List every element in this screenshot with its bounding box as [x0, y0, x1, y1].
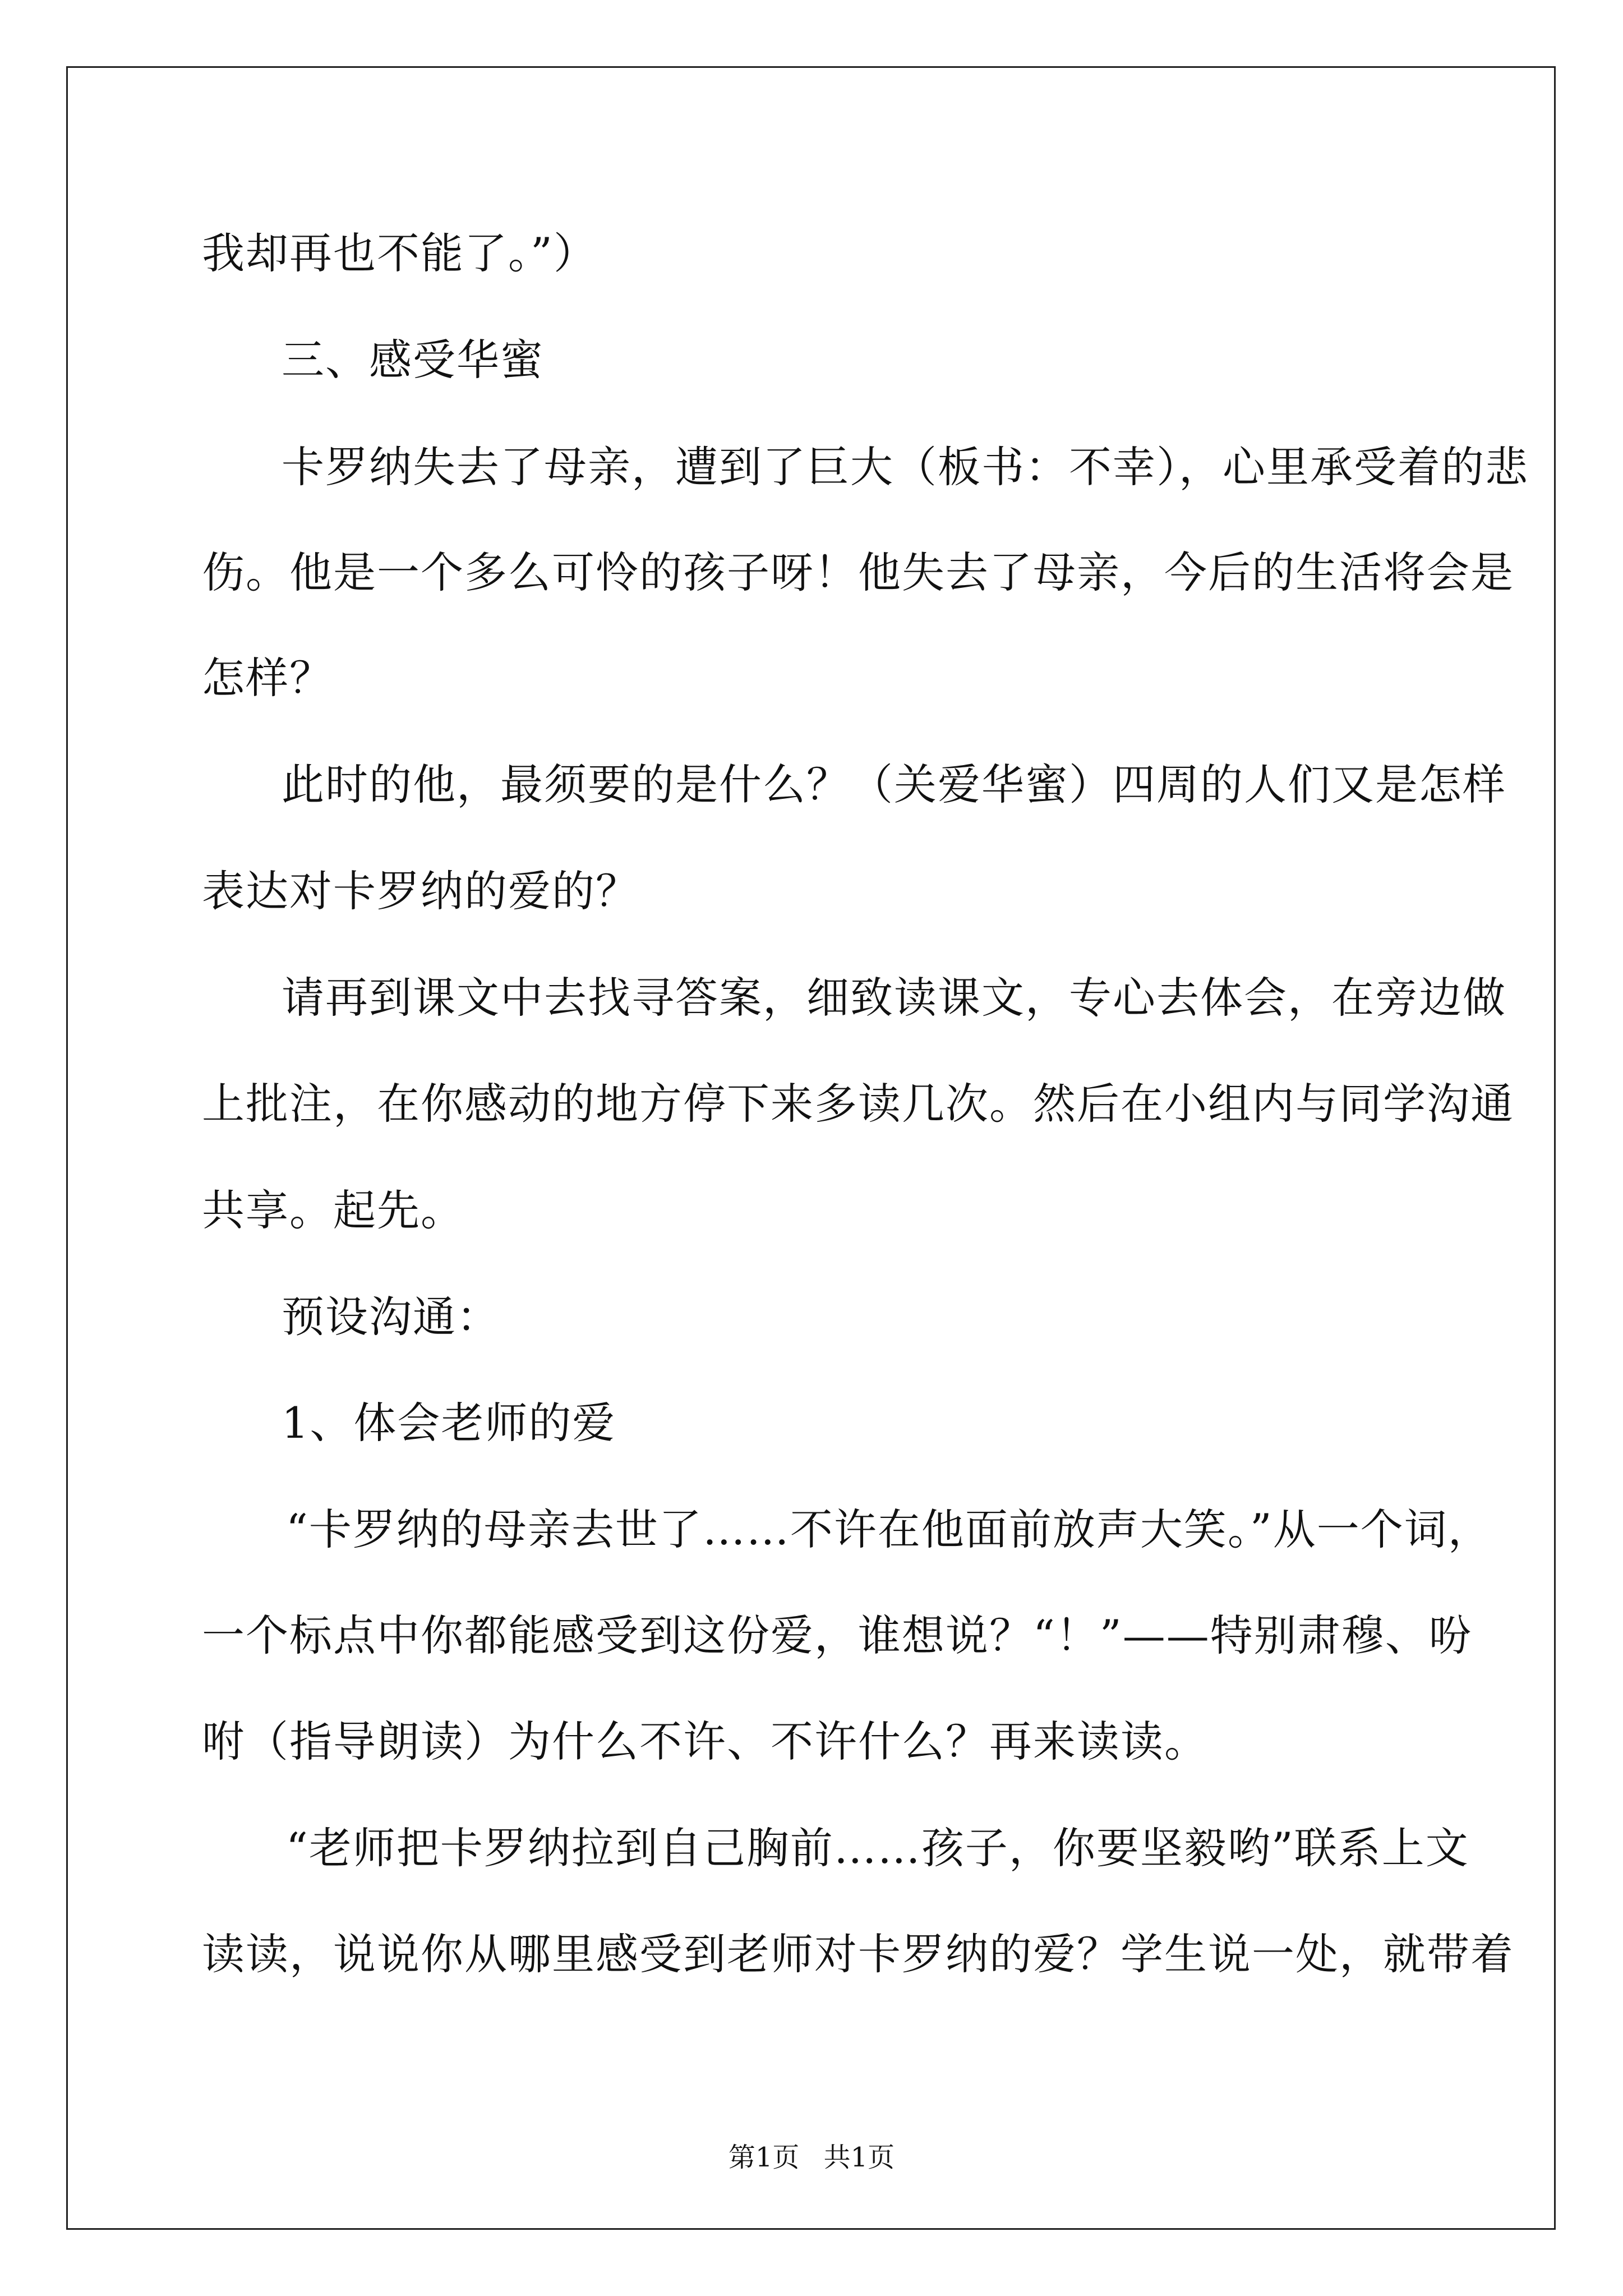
- text-line-16: “老师把卡罗纳拉到自己胸前……孩子，你要坚毅哟”联系上文: [286, 1823, 1469, 1873]
- text-line-14: 一个标点中你都能感受到这份爱，谁想说？“！”——特别肃穆、吩: [202, 1611, 1473, 1660]
- text-line-4: 伤。他是一个多么可怜的孩子呀！他失去了母亲，今后的生活将会是: [202, 547, 1514, 597]
- text-line-17: 读读，说说你从哪里感受到老师对卡罗纳的爱？学生说一处，就带着: [202, 1929, 1514, 1979]
- subheading: 1、体会老师的爱: [282, 1398, 616, 1448]
- section-heading: 三、感受华蜜: [282, 335, 544, 385]
- text-line-5: 怎样？: [202, 653, 333, 703]
- text-line-13: “卡罗纳的母亲去世了……不许在他面前放声大笑。”从一个词，: [286, 1504, 1492, 1554]
- page-footer: [0, 2144, 1623, 2171]
- page-border: [66, 66, 1556, 2230]
- text-line-9: 上批注，在你感动的地方停下来多读几次。然后在小组内与同学沟通: [202, 1079, 1514, 1129]
- text-line-3: 卡罗纳失去了母亲，遭到了巨大（板书：不幸），心里承受着的悲: [282, 442, 1529, 492]
- text-line-8: 请再到课文中去找寻答案，细致读课文，专心去体会，在旁边做: [282, 973, 1506, 1023]
- text-line-1: 我却再也不能了。”）: [202, 228, 597, 278]
- text-line-7: 表达对卡罗纳的爱的？: [202, 866, 639, 916]
- page-total: 共1页: [823, 2142, 895, 2173]
- page-number: 第1页: [728, 2142, 800, 2173]
- text-line-10: 共享。起先。: [202, 1185, 464, 1235]
- text-line-6: 此时的他，最须要的是什么？（关爱华蜜）四周的人们又是怎样: [282, 760, 1506, 809]
- text-line-11: 预设沟通：: [282, 1292, 500, 1342]
- text-line-15: 咐（指导朗读）为什么不许、不许什么？再来读读。: [202, 1717, 1208, 1766]
